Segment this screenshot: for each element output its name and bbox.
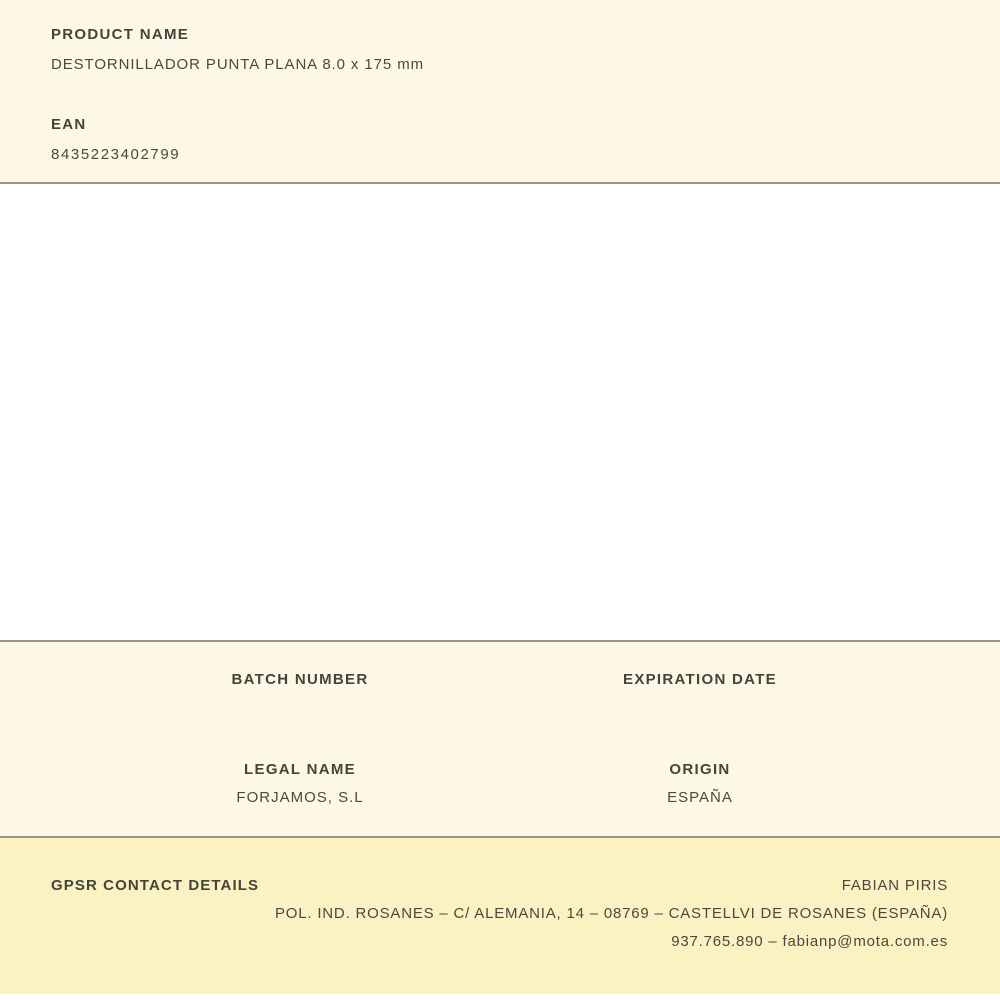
batch-number-value: [100, 699, 500, 717]
origin-label: ORIGIN: [669, 761, 731, 778]
product-name-value: DESTORNILLADOR PUNTA PLANA 8.0 x 175 mm: [51, 56, 424, 73]
product-name-field: [51, 26, 949, 74]
product-header-section: [0, 0, 1000, 184]
batch-number-label: BATCH NUMBER: [231, 671, 369, 688]
gpsr-contact-header-row: [51, 877, 948, 895]
legal-name-field: [100, 761, 500, 807]
ean-field: [51, 116, 949, 164]
contact-address: POL. IND. ROSANES – C/ ALEMANIA, 14 – 08769 – CASTELLVI DE ROSANES (ESPAÑA): [274, 905, 948, 922]
product-name-label: PRODUCT NAME: [51, 26, 190, 43]
origin-field: [500, 761, 900, 807]
origin-value: ESPAÑA: [667, 789, 733, 806]
contact-person-name: FABIAN PIRIS: [841, 877, 948, 894]
gpsr-contact-details-label: GPSR CONTACT DETAILS: [51, 877, 260, 894]
details-grid: [100, 671, 900, 807]
expiration-date-label: EXPIRATION DATE: [623, 671, 777, 688]
ean-value: 8435223402799: [51, 146, 181, 163]
legal-name-value: FORJAMOS, S.L: [236, 789, 364, 806]
product-details-section: [0, 642, 1000, 838]
ean-label: EAN: [51, 116, 87, 133]
batch-number-field: [100, 671, 500, 717]
contact-phone-email: 937.765.890 – fabianp@mota.com.es: [671, 933, 948, 950]
legal-name-label: LEGAL NAME: [244, 761, 356, 778]
gpsr-contact-section: [0, 838, 1000, 994]
expiration-date-field: [500, 671, 900, 717]
expiration-date-value: [500, 699, 900, 717]
product-image-area: [0, 184, 1000, 642]
